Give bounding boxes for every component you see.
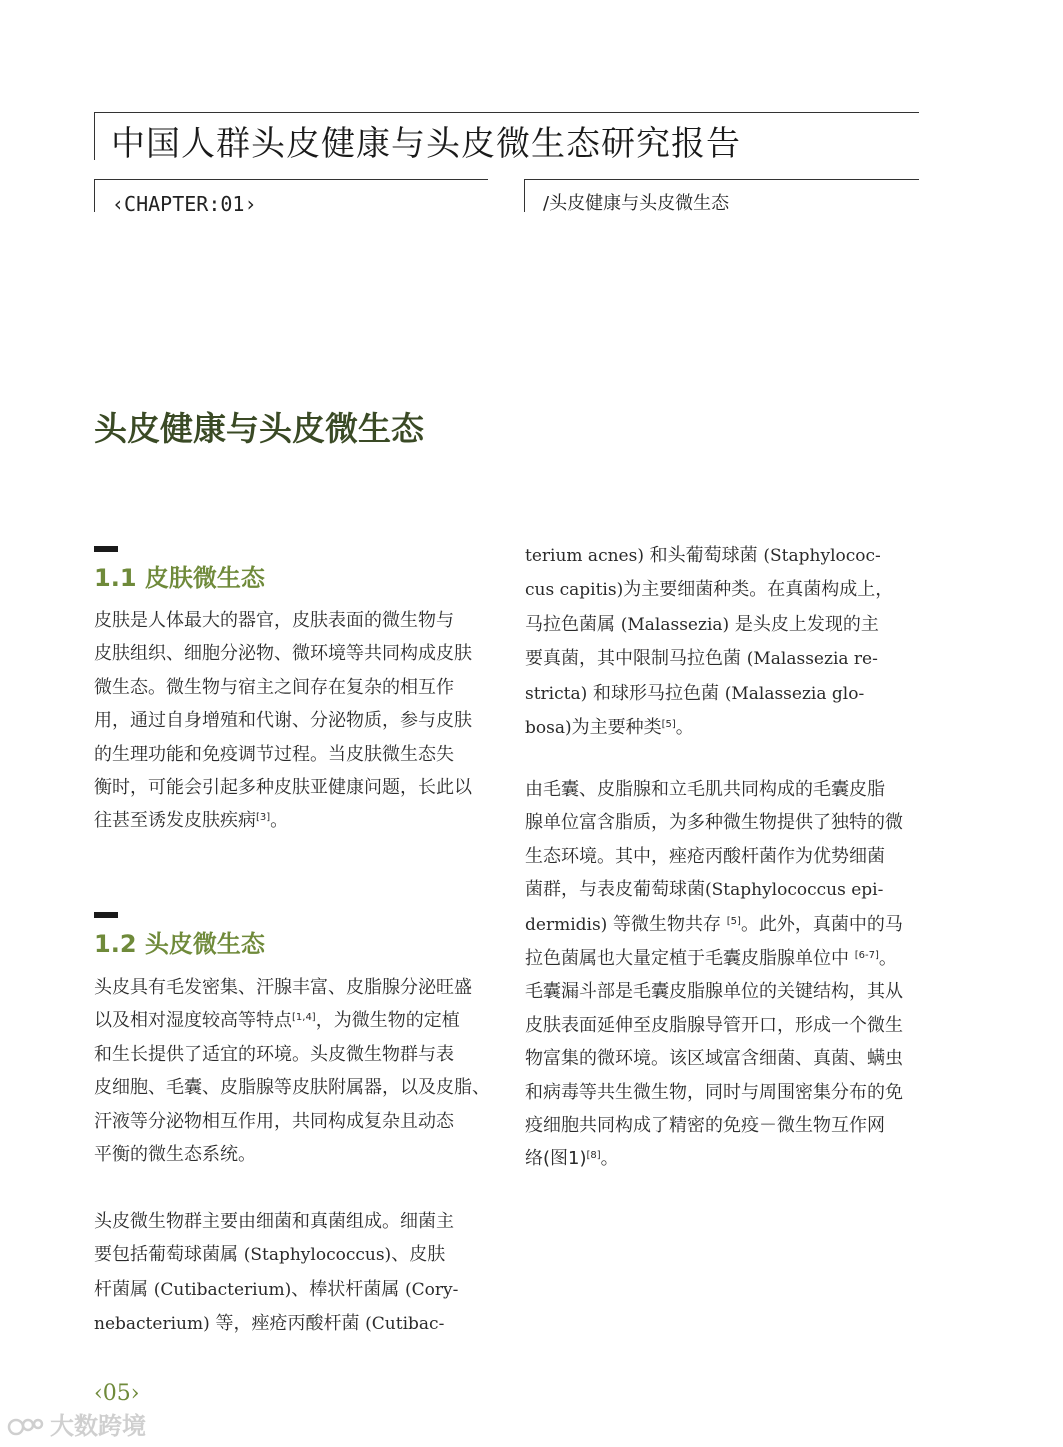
text-line: 皮肤组织、细胞分泌物、微环境等共同构成皮肤 <box>94 643 472 665</box>
text-line <box>525 608 919 642</box>
text-span: 、皮肤 <box>391 1244 446 1266</box>
text-span: ，为微生物的定植 <box>315 1010 460 1032</box>
text-line <box>94 804 488 837</box>
text-line: 皮细胞、毛囊、皮脂腺等皮肤附属器，以及皮脂、 <box>94 1077 490 1099</box>
citation: [6-7] <box>854 950 879 962</box>
section-heading-1-1: 1.1 皮肤微生态 <box>94 564 265 592</box>
text-line: 生态环境。其中，痤疮丙酸杆菌作为优势细菌 <box>525 845 885 867</box>
latin-term: (Staphylococcus epi- <box>705 880 884 901</box>
text-line <box>525 942 919 975</box>
text-span: 和球形马拉色菌 <box>587 682 725 704</box>
latin-term: terium acnes) <box>525 546 644 566</box>
text-line: 头皮微生物群主要由细菌和真菌组成。细菌主 <box>94 1211 454 1232</box>
page-number: ‹05› <box>94 1381 140 1406</box>
section-marker <box>94 546 118 552</box>
header-rule-top <box>94 112 919 113</box>
text-line: 微生态。微生物与宿主之间存在复杂的相互作 <box>94 676 454 698</box>
watermark-text: 大数跨境 <box>50 1412 146 1440</box>
text-span: 以及相对湿度较高等特点 <box>94 1010 292 1032</box>
latin-term: stricta) <box>525 683 588 704</box>
text-span: 是头皮上发现的主 <box>729 613 879 635</box>
text-line: 皮肤是人体最大的器官，皮肤表面的微生物与 <box>94 610 454 631</box>
latin-term: (Malassezia glo- <box>724 683 865 704</box>
citation: [5] <box>661 719 676 731</box>
text-line: 皮肤表面延伸至皮脂腺导管开口，形成一个微生 <box>525 1014 903 1036</box>
text-line <box>94 1307 488 1341</box>
latin-term: (Staphylococ- <box>763 546 881 566</box>
text-span: 菌群，与表皮葡萄球菌 <box>525 879 705 901</box>
citation: [3] <box>256 812 271 824</box>
latin-term: (Cutibac- <box>365 1314 445 1335</box>
text-line <box>94 1273 488 1307</box>
latin-term: (Malassezia) <box>620 614 730 635</box>
paragraph-scalp-composition <box>94 1205 488 1342</box>
latin-term: (Cory- <box>405 1279 459 1300</box>
chapter-rule-top <box>94 179 488 180</box>
text-line: 用，通过自身增殖和代谢、分泌物质，参与皮肤 <box>94 710 472 732</box>
text-span: 。 <box>600 1148 619 1170</box>
text-line: 平衡的微生态系统。 <box>94 1144 256 1166</box>
citation: [1,4] <box>292 1012 316 1024</box>
text-span: 络(图1) <box>525 1148 587 1170</box>
citation: [8] <box>586 1150 601 1162</box>
text-span: 。 <box>878 948 897 970</box>
text-line: 汗液等分泌物相互作用，共同构成复杂且动态 <box>94 1110 454 1132</box>
text-span: 要包括葡萄球菌属 <box>94 1244 244 1266</box>
text-span: 杆菌属 <box>94 1278 154 1300</box>
text-line <box>525 573 919 607</box>
text-span: 等，痤疮丙酸杆菌 <box>209 1313 366 1335</box>
text-line <box>525 539 919 573</box>
report-title: 中国人群头皮健康与头皮微生态研究报告 <box>111 124 741 164</box>
text-span: 拉色菌属也大量定植于毛囊皮脂腺单位中 <box>525 948 855 970</box>
text-span: 。 <box>270 810 289 832</box>
section-heading-1-2: 1.2 头皮微生态 <box>94 930 265 958</box>
text-span: 要真菌，其中限制马拉色菌 <box>525 648 747 670</box>
text-span: 和头葡萄球菌 <box>643 545 764 566</box>
text-line: 毛囊漏斗部是毛囊皮脂腺单位的关键结构，其从 <box>525 981 903 1003</box>
text-line: 和生长提供了适宜的环境。头皮微生物群与表 <box>94 1043 454 1065</box>
latin-term: cus capitis) <box>525 580 624 601</box>
text-line <box>525 908 919 942</box>
text-line <box>525 1142 919 1175</box>
latin-term: (Staphylococcus) <box>243 1245 392 1266</box>
watermark-logo-icon <box>6 1415 46 1439</box>
text-line: 疫细胞共同构成了精密的免疫－微生物互作网 <box>525 1115 885 1137</box>
text-span: 马拉色菌属 <box>525 613 621 635</box>
text-span: 。此外，真菌中的马 <box>740 913 903 935</box>
section-rule-top <box>524 179 919 180</box>
paragraph-follicle-unit <box>525 773 919 1176</box>
text-line <box>525 642 919 676</box>
text-line: 物富集的微环境。该区域富含细菌、真菌、螨虫 <box>525 1048 903 1070</box>
text-line: 衡时，可能会引起多种皮肤亚健康问题，长此以 <box>94 777 472 799</box>
text-line: 的生理功能和免疫调节过程。当皮肤微生态失 <box>94 743 454 765</box>
text-line <box>525 873 919 907</box>
paragraph-scalp-microbiome <box>94 971 488 1171</box>
text-span: 为主要种类 <box>571 717 662 739</box>
text-line: 腺单位富含脂质，为多种微生物提供了独特的微 <box>525 812 903 834</box>
text-span: 为主要细菌种类。在真菌构成上， <box>623 579 894 601</box>
text-line <box>525 711 919 745</box>
text-line: 由毛囊、皮脂腺和立毛肌共同构成的毛囊皮脂 <box>525 779 885 800</box>
latin-term: (Cutibacterium) <box>153 1279 292 1300</box>
latin-term: bosa) <box>525 718 572 739</box>
text-span: 。 <box>675 717 694 739</box>
paragraph-skin-microbiome <box>94 604 488 838</box>
header-rule-left <box>94 112 95 160</box>
section-label: /头皮健康与头皮微生态 <box>543 193 730 214</box>
latin-term: nebacterium) <box>94 1314 210 1335</box>
text-span: 等微生物共存 <box>607 913 727 935</box>
chapter-rule-left <box>94 179 95 212</box>
text-line: 和病毒等共生微生物，同时与周围密集分布的免 <box>525 1081 903 1103</box>
text-line <box>94 1004 488 1037</box>
chapter-label: ‹CHAPTER:01› <box>112 192 257 216</box>
section-marker <box>94 912 118 918</box>
text-line <box>525 677 919 711</box>
text-span: 、棒状杆菌属 <box>291 1278 406 1300</box>
text-line <box>94 1238 488 1272</box>
latin-term: (Malassezia re- <box>746 649 878 670</box>
text-span: 往甚至诱发皮肤疾病 <box>94 810 256 832</box>
paragraph-bacteria-fungi <box>525 539 919 745</box>
latin-term: dermidis) <box>525 914 608 935</box>
citation: [5] <box>726 915 741 927</box>
section-rule-left <box>524 179 525 212</box>
text-line: 头皮具有毛发密集、汗腺丰富、皮脂腺分泌旺盛 <box>94 977 472 998</box>
watermark <box>6 1409 146 1443</box>
page-title: 头皮健康与头皮微生态 <box>94 409 424 448</box>
